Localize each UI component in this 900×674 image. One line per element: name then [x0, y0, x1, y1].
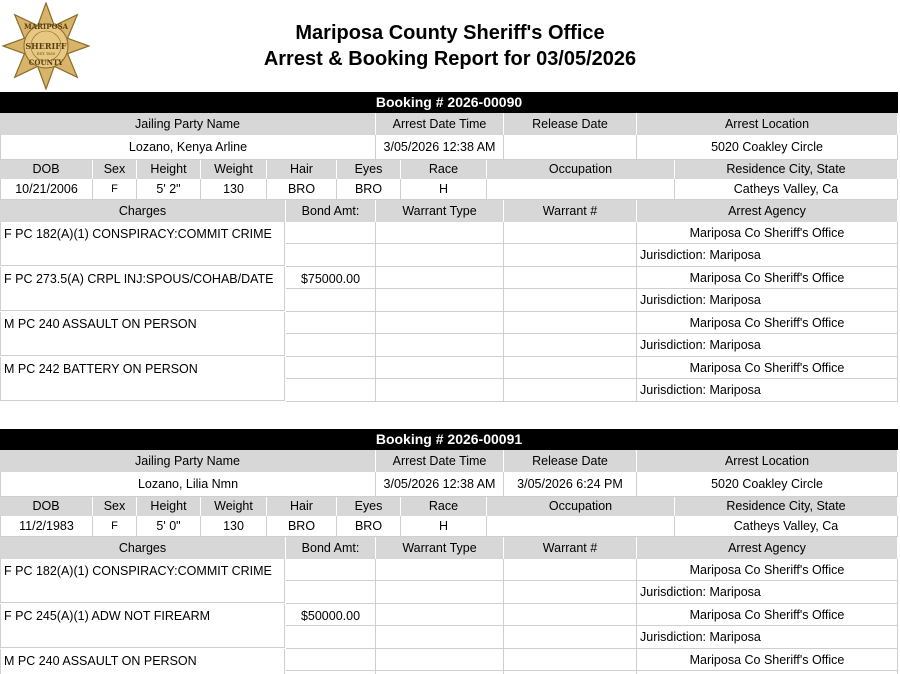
warrant-type: [376, 267, 504, 289]
jailing-party-name-label: Jailing Party Name: [0, 113, 376, 135]
hair-value: BRO: [267, 516, 337, 537]
charge-row: [0, 604, 898, 649]
hair-value: BRO: [267, 179, 337, 200]
jurisdiction: Jurisdiction: Mariposa: [637, 626, 898, 649]
jurisdiction: Jurisdiction: Mariposa: [637, 379, 898, 402]
bond-amount: $50000.00: [286, 604, 376, 626]
sex-label: Sex: [93, 160, 137, 179]
arrest-location-label: Arrest Location: [637, 113, 898, 135]
release-date-label: Release Date: [504, 450, 637, 472]
booking-number: Booking # 2026-00091: [0, 429, 898, 450]
warrant-num-label: Warrant #: [504, 537, 637, 559]
bond-amt-label: Bond Amt:: [286, 200, 376, 222]
charge-row: [0, 649, 898, 674]
warrant-type-label: Warrant Type: [376, 537, 504, 559]
arrest-date-time: 3/05/2026 12:38 AM: [376, 472, 504, 497]
height-label: Height: [137, 160, 201, 179]
arrest-agency: Mariposa Co Sheriff's Office: [637, 312, 898, 334]
release-date: [504, 135, 637, 160]
booking-section: [0, 429, 898, 674]
dob-label: DOB: [0, 497, 93, 516]
race-label: Race: [401, 497, 487, 516]
bond-amount: [286, 357, 376, 379]
release-date: 3/05/2026 6:24 PM: [504, 472, 637, 497]
badge-middle-text: SHERIFF: [25, 41, 67, 51]
warrant-type: [376, 559, 504, 581]
warrant-type: [376, 312, 504, 334]
arrest-location: 5020 Coakley Circle: [637, 135, 898, 160]
warrant-type-blank: [376, 379, 504, 402]
race-value: H: [401, 179, 487, 200]
charge-description: F PC 182(A)(1) CONSPIRACY:COMMIT CRIME: [0, 559, 285, 603]
warrant-type: [376, 649, 504, 671]
warrant-number: [504, 649, 637, 671]
person-value-row: [0, 179, 898, 200]
arrest-agency: Mariposa Co Sheriff's Office: [637, 222, 898, 244]
warrant-number-blank: [504, 581, 637, 604]
weight-label: Weight: [201, 497, 267, 516]
badge-top-text: MARIPOSA: [23, 22, 69, 31]
bond-amount-blank: [286, 244, 376, 267]
person-header-row: [0, 497, 898, 516]
charge-row: [0, 357, 898, 402]
charge-description: M PC 240 ASSAULT ON PERSON: [0, 312, 285, 356]
warrant-type: [376, 357, 504, 379]
warrant-type-blank: [376, 289, 504, 312]
warrant-type-blank: [376, 581, 504, 604]
race-label: Race: [401, 160, 487, 179]
bond-amount: [286, 222, 376, 244]
booking-section: [0, 92, 898, 402]
bond-amount: [286, 312, 376, 334]
warrant-type-blank: [376, 626, 504, 649]
charge-row: [0, 222, 898, 267]
bond-amount-blank: [286, 581, 376, 604]
report-header: [0, 0, 900, 92]
jurisdiction: Jurisdiction: Mariposa: [637, 581, 898, 604]
warrant-type-blank: [376, 244, 504, 267]
residence-value: Catheys Valley, Ca: [675, 179, 898, 200]
occupation-label: Occupation: [487, 160, 675, 179]
weight-value: 130: [201, 516, 267, 537]
jurisdiction: Jurisdiction: Mariposa: [637, 334, 898, 357]
warrant-number: [504, 604, 637, 626]
booking-number: Booking # 2026-00090: [0, 92, 898, 113]
charges-label: Charges: [0, 537, 286, 559]
warrant-number-blank: [504, 244, 637, 267]
arrest-location-label: Arrest Location: [637, 450, 898, 472]
arrest-agency-label: Arrest Agency: [637, 200, 898, 222]
occupation-value: [487, 516, 675, 537]
charges-list: [0, 559, 898, 674]
jailing-party-name-label: Jailing Party Name: [0, 450, 376, 472]
warrant-num-label: Warrant #: [504, 200, 637, 222]
badge-bottom-text: COUNTY: [28, 58, 64, 67]
jurisdiction: Jurisdiction: Mariposa: [637, 244, 898, 267]
residence-label: Residence City, State: [675, 497, 898, 516]
party-header-row: [0, 113, 898, 135]
charge-description: F PC 182(A)(1) CONSPIRACY:COMMIT CRIME: [0, 222, 285, 266]
report-title: Mariposa County Sheriff's Office: [295, 22, 605, 44]
arrest-agency: Mariposa Co Sheriff's Office: [637, 559, 898, 581]
sex-value: F: [93, 516, 137, 537]
sheriff-badge-icon: [2, 2, 90, 90]
height-label: Height: [137, 497, 201, 516]
charges-list: [0, 222, 898, 402]
bond-amount: $75000.00: [286, 267, 376, 289]
arrest-date-time: 3/05/2026 12:38 AM: [376, 135, 504, 160]
report-subtitle: Arrest & Booking Report for 03/05/2026: [263, 48, 637, 70]
sex-value: F: [93, 179, 137, 200]
charges-header-row: [0, 537, 898, 559]
charge-row: [0, 312, 898, 357]
party-value-row: [0, 135, 898, 160]
jurisdiction: Jurisdiction: Mariposa: [637, 289, 898, 312]
arrest-date-time-label: Arrest Date Time: [376, 450, 504, 472]
arrest-agency: Mariposa Co Sheriff's Office: [637, 267, 898, 289]
warrant-number-blank: [504, 626, 637, 649]
sex-label: Sex: [93, 497, 137, 516]
charge-description: F PC 273.5(A) CRPL INJ:SPOUS/COHAB/DATE: [0, 267, 285, 311]
dob-value: 11/2/1983: [0, 516, 93, 537]
eyes-label: Eyes: [337, 497, 401, 516]
warrant-number: [504, 559, 637, 581]
height-value: 5' 0": [137, 516, 201, 537]
warrant-number-blank: [504, 334, 637, 357]
occupation-value: [487, 179, 675, 200]
bond-amt-label: Bond Amt:: [286, 537, 376, 559]
warrant-number-blank: [504, 289, 637, 312]
charges-header-row: [0, 200, 898, 222]
weight-label: Weight: [201, 160, 267, 179]
dob-value: 10/21/2006: [0, 179, 93, 200]
charge-description: M PC 240 ASSAULT ON PERSON: [0, 649, 285, 674]
warrant-number: [504, 267, 637, 289]
occupation-label: Occupation: [487, 497, 675, 516]
height-value: 5' 2": [137, 179, 201, 200]
residence-value: Catheys Valley, Ca: [675, 516, 898, 537]
warrant-number: [504, 222, 637, 244]
warrant-type-label: Warrant Type: [376, 200, 504, 222]
weight-value: 130: [201, 179, 267, 200]
hair-label: Hair: [267, 160, 337, 179]
warrant-number-blank: [504, 379, 637, 402]
arrest-location: 5020 Coakley Circle: [637, 472, 898, 497]
hair-label: Hair: [267, 497, 337, 516]
eyes-label: Eyes: [337, 160, 401, 179]
dob-label: DOB: [0, 160, 93, 179]
eyes-value: BRO: [337, 516, 401, 537]
arrest-date-time-label: Arrest Date Time: [376, 113, 504, 135]
charge-row: [0, 559, 898, 604]
race-value: H: [401, 516, 487, 537]
warrant-number: [504, 312, 637, 334]
charge-row: [0, 267, 898, 312]
person-header-row: [0, 160, 898, 179]
party-value-row: [0, 472, 898, 497]
bond-amount-blank: [286, 289, 376, 312]
charges-label: Charges: [0, 200, 286, 222]
bond-amount: [286, 559, 376, 581]
release-date-label: Release Date: [504, 113, 637, 135]
person-value-row: [0, 516, 898, 537]
bond-amount-blank: [286, 334, 376, 357]
eyes-value: BRO: [337, 179, 401, 200]
badge-est-text: EST. 1850: [37, 52, 55, 56]
bond-amount-blank: [286, 626, 376, 649]
residence-label: Residence City, State: [675, 160, 898, 179]
warrant-type-blank: [376, 334, 504, 357]
charge-description: F PC 245(A)(1) ADW NOT FIREARM: [0, 604, 285, 648]
jailing-party-name: Lozano, Lilia Nmn: [0, 472, 376, 497]
warrant-number: [504, 357, 637, 379]
warrant-type: [376, 604, 504, 626]
warrant-type: [376, 222, 504, 244]
charge-description: M PC 242 BATTERY ON PERSON: [0, 357, 285, 401]
arrest-agency-label: Arrest Agency: [637, 537, 898, 559]
party-header-row: [0, 450, 898, 472]
arrest-agency: Mariposa Co Sheriff's Office: [637, 604, 898, 626]
arrest-agency: Mariposa Co Sheriff's Office: [637, 357, 898, 379]
bond-amount-blank: [286, 379, 376, 402]
bond-amount: [286, 649, 376, 671]
jailing-party-name: Lozano, Kenya Arline: [0, 135, 376, 160]
arrest-agency: Mariposa Co Sheriff's Office: [637, 649, 898, 671]
